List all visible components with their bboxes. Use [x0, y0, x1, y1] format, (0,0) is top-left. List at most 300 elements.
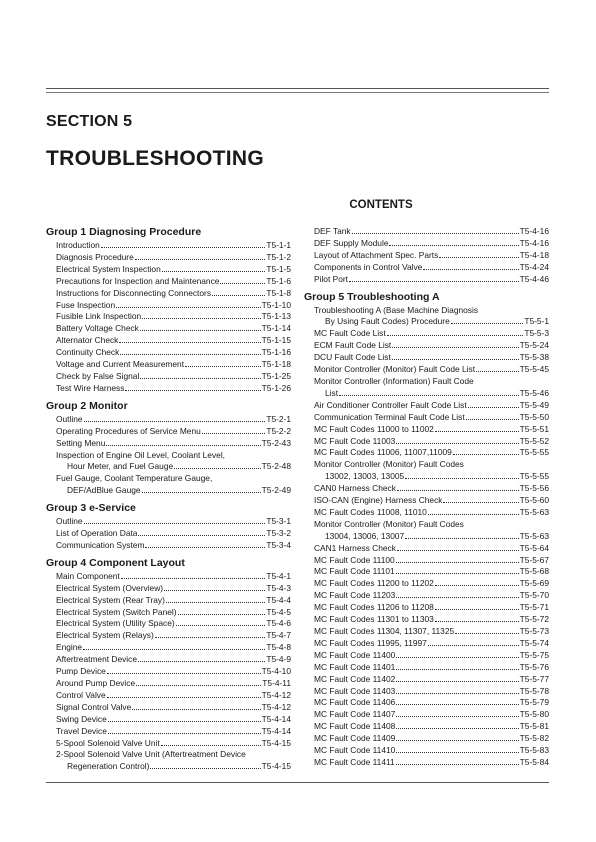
toc-entry-label: Electrical System (Relays) — [56, 630, 154, 641]
toc-entry-label: Electrical System (Overview) — [56, 582, 164, 593]
dot-leader — [140, 330, 261, 331]
toc-entry-label: List — [325, 387, 339, 398]
toc-entry[interactable] — [46, 516, 291, 528]
toc-page-number: T5-1-5 — [266, 263, 291, 274]
toc-page-number: T5-5-3 — [524, 328, 549, 339]
toc-entry[interactable] — [46, 359, 291, 371]
contents-heading: CONTENTS — [349, 199, 413, 211]
toc-entry-label: 13002, 13003, 13005 — [325, 471, 405, 482]
toc-page-number: T5-1-15 — [261, 335, 291, 346]
toc-entry[interactable] — [46, 738, 291, 750]
toc-entry-label: Control Valve — [56, 689, 106, 700]
toc-entry[interactable] — [46, 690, 291, 702]
toc-entry-label: Alternator Check — [56, 335, 119, 346]
dot-leader — [161, 745, 261, 746]
toc-entry[interactable] — [46, 595, 291, 607]
toc-entry[interactable] — [304, 471, 549, 483]
dot-leader — [140, 378, 260, 379]
toc-entry-label: CAN1 Harness Check — [314, 542, 396, 553]
toc-entry-label: MC Fault Code 11003 — [314, 435, 396, 446]
toc-page-number: T5-1-14 — [261, 323, 291, 334]
toc-page-number: T5-2-49 — [261, 485, 291, 496]
toc-page-number: T5-5-46 — [519, 387, 549, 398]
footer-rule — [46, 782, 549, 783]
toc-entry-label: MC Fault Codes 11200 to 11202 — [314, 578, 434, 589]
toc-entry[interactable] — [46, 678, 291, 690]
toc-page-number: T5-5-74 — [519, 637, 549, 648]
toc-entry[interactable] — [304, 328, 549, 340]
toc-page-number: T5-5-24 — [519, 340, 549, 351]
toc-entry[interactable] — [304, 316, 549, 328]
dot-leader — [352, 233, 519, 234]
dot-leader — [428, 514, 519, 515]
dot-leader — [396, 728, 518, 729]
toc-entry[interactable] — [46, 311, 291, 323]
toc-entry-label: Check by False Signal — [56, 370, 140, 381]
toc-entry-label: By Using Fault Codes) Procedure — [325, 316, 450, 327]
toc-page-number: T5-1-26 — [261, 382, 291, 393]
toc-entry-label: Air Conditioner Controller Fault Code List — [314, 399, 467, 410]
toc-page-number: T5-5-78 — [519, 685, 549, 696]
toc-entry[interactable] — [304, 262, 549, 274]
toc-page-number: T5-5-80 — [519, 709, 549, 720]
toc-page-number: T5-5-83 — [519, 745, 549, 756]
toc-page-number: T5-5-72 — [519, 614, 549, 625]
toc-page-number: T5-4-14 — [261, 713, 291, 724]
dot-leader — [405, 478, 518, 479]
toc-page-number: T5-5-64 — [519, 542, 549, 553]
toc-entry[interactable] — [304, 238, 549, 250]
toc-entry[interactable] — [304, 531, 549, 543]
dot-leader — [439, 257, 518, 258]
toc-entry[interactable] — [304, 733, 549, 745]
dot-leader — [396, 693, 518, 694]
toc-entry-label: 13004, 13006, 13007 — [325, 530, 405, 541]
toc-entry-label: Introduction — [56, 240, 100, 250]
dot-leader — [435, 609, 519, 610]
toc-page-number: T5-5-67 — [519, 554, 549, 565]
toc-entry[interactable] — [304, 226, 549, 238]
toc-entry[interactable] — [304, 400, 549, 412]
toc-entry-label: Fuel Gauge, Coolant Temperature Gauge, — [56, 473, 213, 484]
toc-page-number: T5-2-48 — [261, 461, 291, 472]
dot-leader — [396, 443, 518, 444]
dot-leader — [396, 597, 518, 598]
toc-page-number: T5-5-79 — [519, 697, 549, 708]
dot-leader — [121, 578, 266, 579]
toc-page-number: T5-1-25 — [261, 370, 291, 381]
toc-entry-label: Instructions for Disconnecting Connectors — [56, 287, 212, 298]
toc-entry[interactable] — [46, 252, 291, 264]
toc-page-number: T5-5-84 — [519, 756, 549, 767]
toc-entry[interactable] — [304, 436, 549, 448]
toc-entry[interactable] — [304, 555, 549, 567]
toc-entry-label: ECM Fault Code List — [314, 340, 392, 351]
toc-entry[interactable] — [304, 745, 549, 757]
toc-entry[interactable] — [304, 274, 549, 286]
header-rule — [46, 88, 549, 89]
toc-entry[interactable] — [46, 666, 291, 678]
dot-leader — [166, 602, 265, 603]
toc-page-number: T5-5-76 — [519, 661, 549, 672]
dot-leader — [108, 733, 261, 734]
toc-entry-label: MC Fault Code 11406 — [314, 697, 396, 708]
toc-right-column — [304, 226, 549, 769]
toc-page-number: T5-4-6 — [266, 618, 291, 629]
toc-entry-label: MC Fault Code 11203 — [314, 590, 396, 601]
toc-page-number: T5-4-15 — [261, 737, 291, 748]
toc-entry-label: MC Fault Code 11409 — [314, 733, 396, 744]
toc-entry[interactable] — [46, 540, 291, 552]
toc-entry[interactable] — [304, 340, 549, 352]
dot-leader — [455, 633, 519, 634]
section-label: SECTION 5 — [46, 113, 133, 130]
toc-entry[interactable] — [304, 447, 549, 459]
dot-leader — [178, 614, 266, 615]
toc-entry[interactable] — [304, 757, 549, 769]
toc-entry-label: MC Fault Codes 11008, 11010 — [314, 506, 427, 517]
dot-leader — [453, 454, 519, 455]
toc-entry[interactable] — [304, 352, 549, 364]
toc-page-number: T5-4-7 — [266, 630, 291, 641]
toc-page-number: T5-2-2 — [266, 425, 291, 436]
toc-entry-label: Voltage and Current Measurement — [56, 359, 185, 370]
toc-entry-label: List of Operation Data — [56, 528, 138, 539]
toc-page-number: T5-1-13 — [261, 311, 291, 322]
toc-entry[interactable] — [46, 323, 291, 335]
toc-entry-label: MC Fault Code 11400 — [314, 649, 396, 660]
dot-leader — [107, 673, 261, 674]
toc-entry[interactable] — [46, 618, 291, 630]
toc-page-number: T5-5-55 — [519, 471, 549, 482]
toc-entry-label: Setting Menu — [56, 437, 106, 448]
toc-entry-label: Swing Device — [56, 713, 107, 724]
toc-page-number: T5-1-2 — [266, 251, 291, 262]
toc-entry[interactable] — [46, 528, 291, 540]
toc-entry-label: Troubleshooting A (Base Machine Diagnosis — [314, 304, 479, 315]
toc-entry[interactable] — [46, 335, 291, 347]
dot-leader — [84, 523, 266, 524]
toc-entry-label: Inspection of Engine Oil Level, Coolant Level, — [56, 449, 226, 460]
toc-page-number: T5-4-12 — [261, 701, 291, 712]
dot-leader — [435, 621, 519, 622]
toc-left-column — [46, 226, 291, 773]
toc-page-number: T5-5-1 — [524, 316, 549, 327]
toc-entry[interactable] — [304, 686, 549, 698]
toc-entry-label: DEF Supply Module — [314, 237, 389, 248]
toc-entry[interactable] — [304, 590, 549, 602]
toc-entry[interactable] — [304, 507, 549, 519]
toc-entry[interactable] — [304, 709, 549, 721]
toc-page-number: T5-4-5 — [266, 606, 291, 617]
toc-entry-label: Around Pump Device — [56, 678, 136, 688]
dot-leader — [405, 538, 518, 539]
dot-leader — [145, 547, 265, 548]
toc-entry-label: Battery Voltage Check — [56, 323, 139, 334]
dot-leader — [396, 681, 518, 682]
toc-page-number: T5-5-63 — [519, 506, 549, 517]
dot-leader — [396, 669, 518, 670]
toc-page-number: T5-5-56 — [519, 483, 549, 494]
dot-leader — [435, 431, 519, 432]
dot-leader — [396, 704, 518, 705]
toc-page-number: T5-4-15 — [261, 761, 291, 772]
dot-leader — [443, 502, 518, 503]
toc-entry[interactable] — [46, 288, 291, 300]
toc-page-number: T5-5-81 — [519, 721, 549, 732]
toc-page-number: T5-4-24 — [519, 261, 549, 272]
dot-leader — [396, 573, 519, 574]
dot-leader — [138, 535, 265, 536]
toc-entry-label: ISO-CAN (Engine) Harness Check — [314, 495, 443, 506]
toc-entry[interactable] — [304, 388, 549, 400]
dot-leader — [396, 740, 518, 741]
toc-page-number: T5-5-63 — [519, 530, 549, 541]
toc-entry-label: Continuity Check — [56, 347, 120, 358]
dot-leader — [106, 445, 260, 446]
toc-entry[interactable] — [46, 607, 291, 619]
toc-entry[interactable] — [304, 364, 549, 376]
toc-entry[interactable] — [46, 371, 291, 383]
toc-page-number: T5-5-49 — [519, 399, 549, 410]
toc-entry[interactable] — [46, 714, 291, 726]
toc-page-number: T5-4-12 — [261, 689, 291, 700]
toc-entry-label: Travel Device — [56, 725, 107, 736]
group-heading: Group 4 Component Layout — [46, 556, 185, 569]
toc-entry[interactable] — [304, 578, 549, 590]
toc-entry[interactable] — [46, 654, 291, 666]
group-heading: Group 3 e-Service — [46, 502, 136, 515]
toc-entry[interactable] — [304, 650, 549, 662]
toc-entry[interactable] — [304, 697, 549, 709]
toc-entry-label: MC Fault Code 11410 — [314, 745, 396, 756]
toc-page-number: T5-5-82 — [519, 733, 549, 744]
toc-entry[interactable] — [304, 566, 549, 578]
dot-leader — [392, 359, 519, 360]
toc-entry[interactable] — [46, 414, 291, 426]
toc-entry-label: Electrical System (Switch Panel) — [56, 606, 177, 617]
toc-entry-label: Electrical System (Rear Tray) — [56, 594, 165, 605]
toc-entry-label: MC Fault Code 11408 — [314, 721, 396, 732]
toc-page-number: T5-5-70 — [519, 590, 549, 601]
dot-leader — [142, 492, 261, 493]
toc-entry-label: Diagnosis Procedure — [56, 251, 134, 262]
toc-page-number: T5-2-43 — [261, 437, 291, 448]
toc-entry[interactable] — [304, 662, 549, 674]
toc-entry[interactable] — [304, 424, 549, 436]
toc-entry[interactable] — [304, 614, 549, 626]
dot-leader — [138, 661, 265, 662]
dot-leader — [176, 625, 266, 626]
dot-leader — [107, 697, 261, 698]
toc-page-number: T5-4-16 — [519, 237, 549, 248]
toc-entry-label: DEF Tank — [314, 226, 351, 236]
toc-entry[interactable] — [46, 264, 291, 276]
toc-page-number: T5-4-18 — [519, 249, 549, 260]
toc-entry-label: Regeneration Control) — [67, 761, 150, 772]
toc-page-number: T5-4-1 — [266, 570, 291, 581]
dot-leader — [132, 709, 260, 710]
toc-page-number: T5-1-1 — [266, 240, 291, 250]
toc-entry-label: Engine — [56, 642, 83, 653]
toc-entry-label: Aftertreatment Device — [56, 654, 137, 665]
toc-entry-label: MC Fault Code 11101 — [314, 566, 395, 577]
toc-entry-label: 5-Spool Solenoid Valve Unit — [56, 737, 160, 748]
dot-leader — [396, 764, 519, 765]
toc-page-number: T5-4-3 — [266, 582, 291, 593]
toc-entry-label: Monitor Controller (Information) Fault Code — [314, 375, 474, 386]
toc-entry-label: Electrical System (Utility Space) — [56, 618, 175, 629]
toc-page-number: T5-2-1 — [266, 413, 291, 424]
toc-entry-label: Precautions for Inspection and Maintenance — [56, 275, 220, 286]
toc-page-number: T5-5-51 — [519, 423, 549, 434]
toc-entry[interactable] — [46, 642, 291, 654]
toc-entry[interactable] — [304, 412, 549, 424]
group-heading: Group 1 Diagnosing Procedure — [46, 226, 202, 238]
toc-entry[interactable] — [46, 571, 291, 583]
dot-leader — [120, 354, 260, 355]
toc-entry[interactable] — [304, 495, 549, 507]
toc-entry-label: MC Fault Codes 11006, 11007,11009 — [314, 447, 452, 458]
toc-entry-label: Pump Device — [56, 666, 106, 677]
toc-page-number: T5-4-10 — [261, 666, 291, 677]
dot-leader — [108, 721, 261, 722]
dot-leader — [396, 657, 518, 658]
toc-entry-label: CAN0 Harness Check — [314, 483, 396, 494]
dot-leader — [396, 716, 518, 717]
toc-entry[interactable] — [46, 276, 291, 288]
toc-page-number: T5-4-46 — [519, 273, 549, 284]
toc-entry[interactable] — [304, 638, 549, 650]
toc-entry[interactable] — [46, 485, 291, 497]
toc-entry-label: Monitor Controller (Monitor) Fault Codes — [314, 459, 464, 470]
toc-entry[interactable] — [46, 461, 291, 473]
dot-leader — [220, 283, 265, 284]
toc-entry-label: Test Wire Harness — [56, 382, 125, 393]
dot-leader — [451, 323, 524, 324]
dot-leader — [396, 562, 519, 563]
group-heading: Group 5 Troubleshooting A — [304, 290, 440, 303]
toc-page-number: T5-1-18 — [261, 359, 291, 370]
toc-entry[interactable] — [46, 761, 291, 773]
toc-entry[interactable] — [46, 426, 291, 438]
dot-leader — [435, 585, 519, 586]
dot-leader — [339, 395, 519, 396]
toc-entry-label: Communication System — [56, 539, 145, 550]
toc-entry[interactable] — [46, 583, 291, 595]
toc-entry[interactable] — [46, 347, 291, 359]
dot-leader — [116, 307, 261, 308]
toc-page-number: T5-3-2 — [266, 528, 291, 539]
toc-entry[interactable] — [304, 483, 549, 495]
toc-entry-label: Electrical System Inspection — [56, 263, 161, 274]
toc-entry-label: MC Fault Codes 11301 to 11303 — [314, 614, 434, 625]
toc-entry-label: MC Fault Code 11407 — [314, 709, 396, 720]
toc-entry-label: DEF/AdBlue Gauge — [67, 485, 141, 496]
toc-entry-label: MC Fault Code List — [314, 328, 386, 339]
toc-entry[interactable] — [46, 630, 291, 642]
dot-leader — [202, 433, 266, 434]
toc-entry-label: Outline — [56, 413, 83, 424]
dot-leader — [101, 247, 266, 248]
toc-entry-label: Pilot Port — [314, 273, 348, 284]
dot-leader — [397, 550, 519, 551]
dot-leader — [119, 342, 260, 343]
dot-leader — [396, 752, 518, 753]
toc-page-number: T5-5-71 — [519, 602, 549, 613]
dot-leader — [397, 490, 519, 491]
toc-entry[interactable] — [304, 674, 549, 686]
toc-entry-label: MC Fault Code 11100 — [314, 554, 395, 565]
toc-entry-label: Signal Control Valve — [56, 701, 132, 712]
toc-page-number: T5-5-52 — [519, 435, 549, 446]
toc-entry-label: Monitor Controller (Monitor) Fault Codes — [314, 518, 464, 529]
dot-leader — [150, 768, 260, 769]
toc-entry-label: MC Fault Code 11401 — [314, 661, 396, 672]
dot-leader — [423, 269, 518, 270]
toc-entry-label: MC Fault Code 11403 — [314, 685, 396, 696]
toc-page-number: T5-1-16 — [261, 347, 291, 358]
dot-leader — [155, 637, 266, 638]
toc-entry-label: MC Fault Codes 11304, 11307, 11325 — [314, 626, 455, 636]
toc-page-number: T5-5-38 — [519, 352, 549, 363]
dot-leader — [392, 347, 518, 348]
toc-entry[interactable] — [304, 626, 549, 638]
toc-entry[interactable] — [304, 250, 549, 262]
dot-leader — [83, 649, 265, 650]
toc-page-number: T5-5-73 — [519, 626, 549, 636]
toc-page-number: T5-1-6 — [266, 275, 291, 286]
toc-entry[interactable] — [304, 543, 549, 555]
toc-entry[interactable] — [46, 383, 291, 395]
dot-leader — [142, 318, 260, 319]
toc-entry-label: 2-Spool Solenoid Valve Unit (Aftertreatment Device — [56, 749, 246, 760]
toc-entry-label: Communication Terminal Fault Code List — [314, 411, 465, 422]
dot-leader — [389, 245, 518, 246]
toc-entry-label: Layout of Attachment Spec. Parts — [314, 249, 439, 260]
toc-page-number: T5-3-1 — [266, 516, 291, 527]
toc-page-number: T5-4-11 — [262, 678, 291, 688]
dot-leader — [466, 419, 519, 420]
dot-leader — [468, 407, 519, 408]
dot-leader — [428, 645, 519, 646]
toc-entry-label: Outline — [56, 516, 83, 527]
header-rule-thin — [46, 92, 549, 93]
toc-entry-label: MC Fault Codes 11000 to 11002 — [314, 423, 434, 434]
dot-leader — [135, 259, 266, 260]
toc-entry-label: Operating Procedures of Service Menu — [56, 425, 201, 436]
toc-entry-label: Monitor Controller (Monitor) Fault Code List — [314, 364, 476, 375]
group-heading: Group 2 Monitor — [46, 399, 128, 412]
toc-entry[interactable] — [46, 702, 291, 714]
toc-entry[interactable] — [46, 438, 291, 450]
toc-entry-label: MC Fault Code 11402 — [314, 673, 396, 684]
toc-entry[interactable] — [304, 602, 549, 614]
toc-page-number: T5-5-68 — [519, 566, 549, 577]
toc-page-number: T5-4-16 — [519, 226, 549, 236]
toc-entry-label: Hour Meter, and Fuel Gauge — [67, 461, 174, 472]
toc-entry-label: MC Fault Codes 11995, 11997 — [314, 637, 427, 648]
dot-leader — [162, 271, 266, 272]
dot-leader — [476, 371, 519, 372]
toc-entry[interactable] — [46, 726, 291, 738]
toc-entry[interactable] — [46, 300, 291, 312]
toc-entry[interactable] — [304, 721, 549, 733]
dot-leader — [349, 281, 519, 282]
toc-entry[interactable] — [46, 240, 291, 252]
toc-entry-label: Fuse Inspection — [56, 299, 116, 310]
toc-page-number: T5-5-69 — [519, 578, 549, 589]
